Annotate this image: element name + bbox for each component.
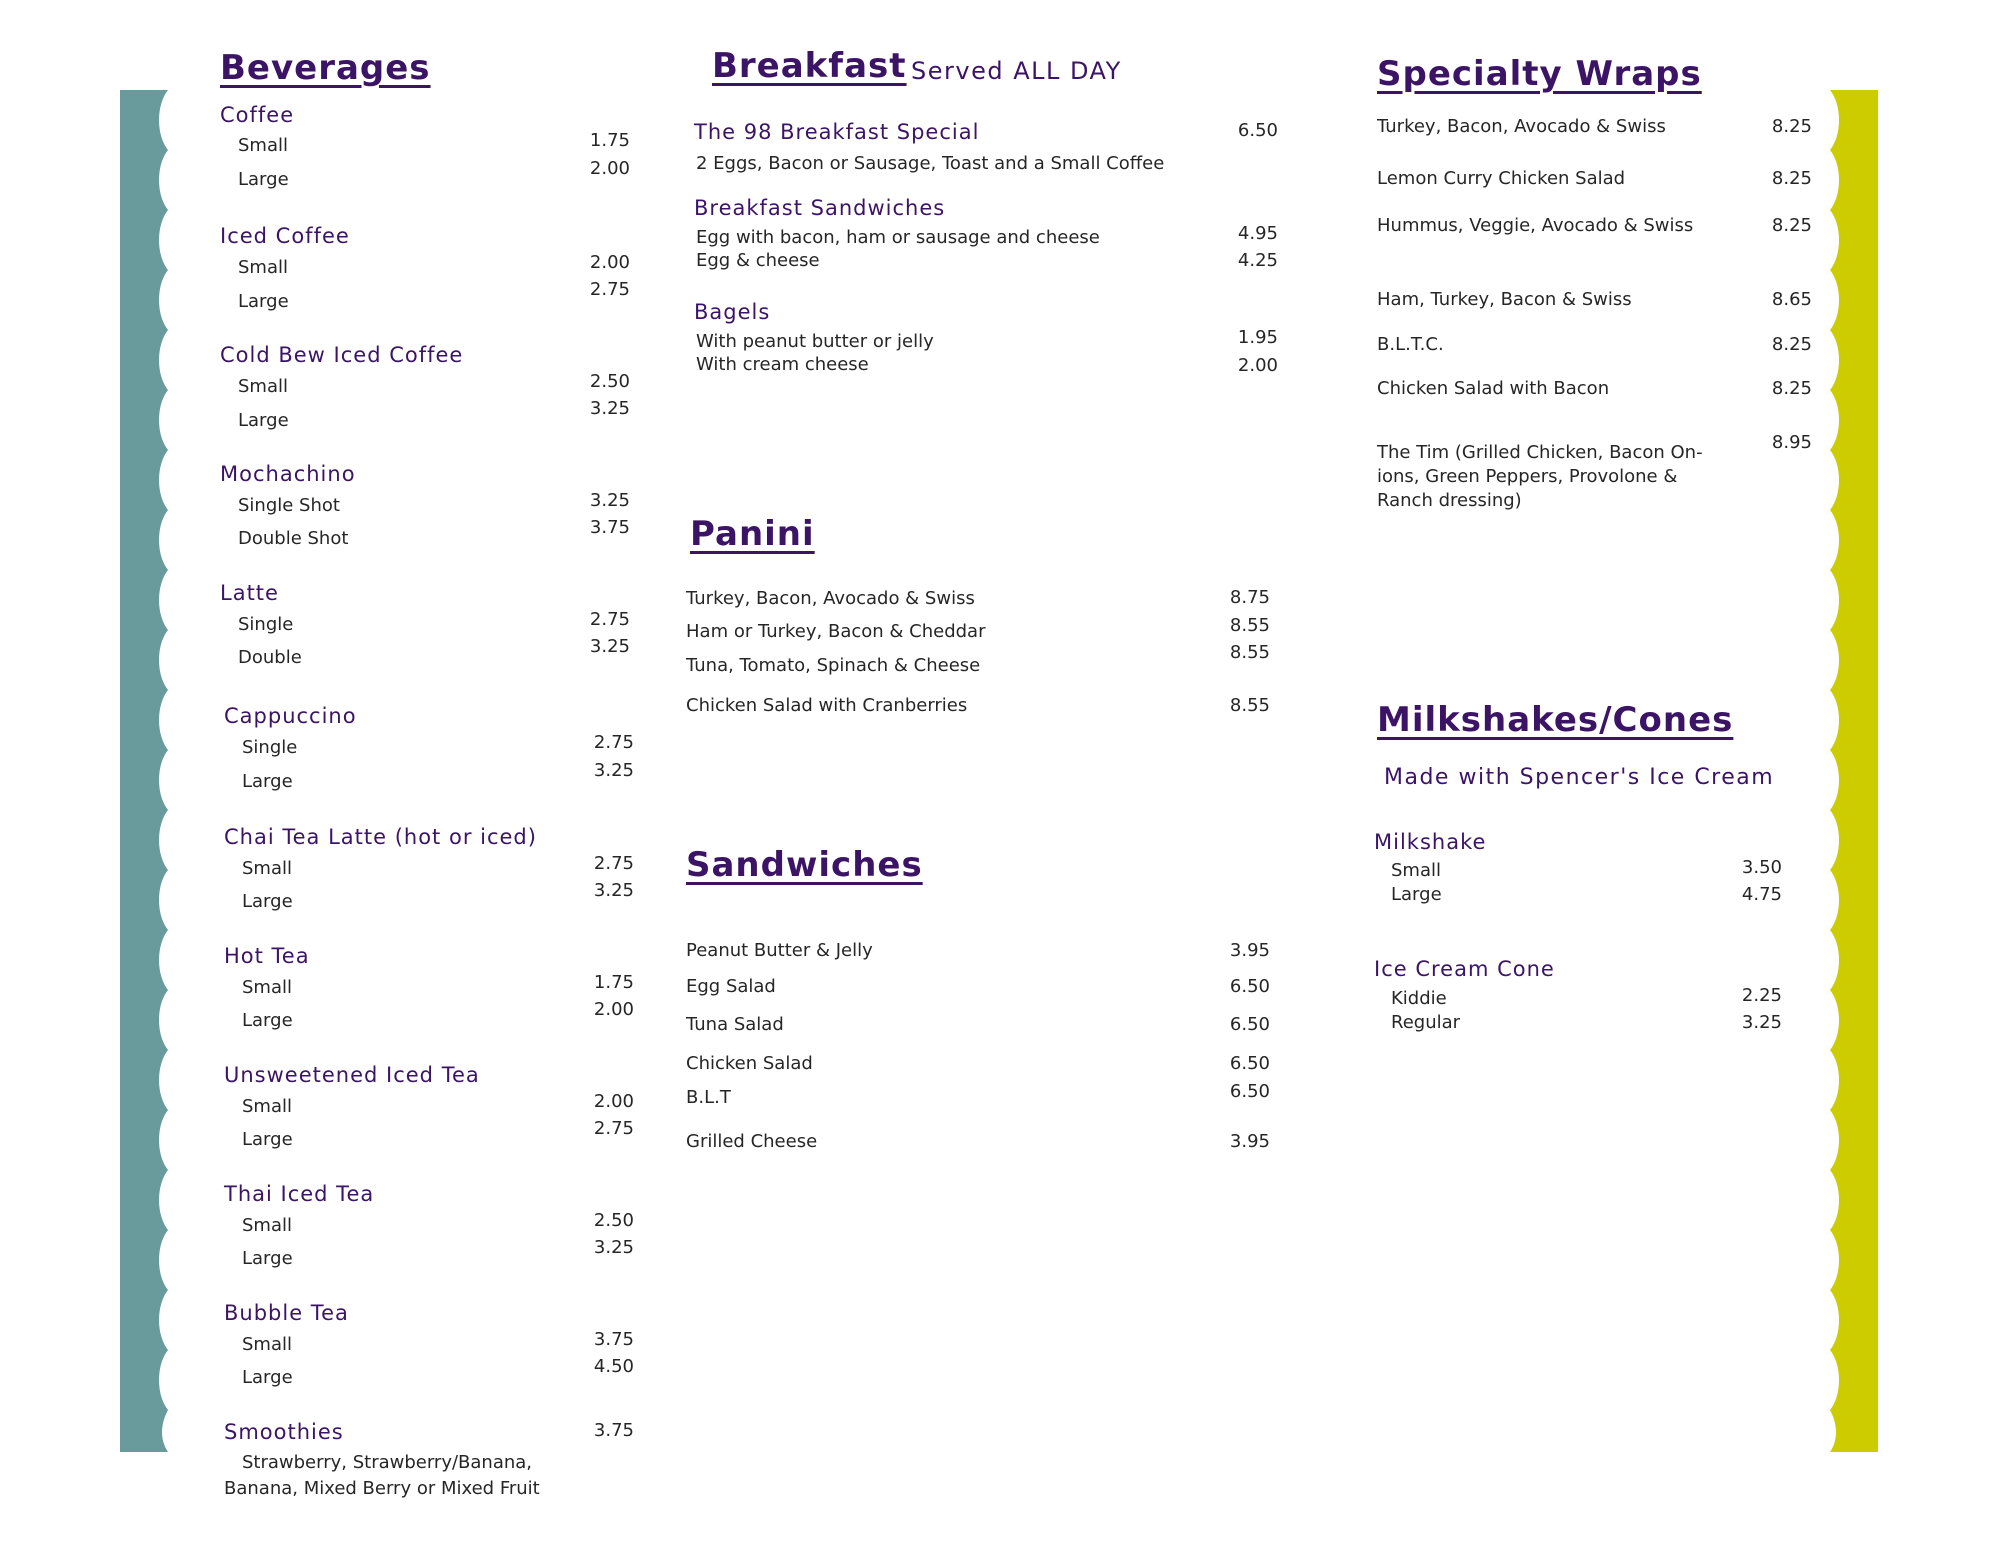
item-price: 2.00 <box>593 999 634 1020</box>
item-label: Chicken Salad <box>686 1053 813 1074</box>
item-price: 2.75 <box>593 1118 634 1139</box>
category-name: Smoothies <box>224 1420 344 1444</box>
left-stripe-shape <box>120 90 168 1452</box>
item-label: Small <box>242 1215 292 1236</box>
milkshakes-heading: Milkshakes/Cones <box>1377 700 1734 740</box>
item-price: 3.75 <box>593 1420 634 1441</box>
item-price: 6.50 <box>1229 976 1270 997</box>
item-price: 2.75 <box>593 732 634 753</box>
special-description: 2 Eggs, Bacon or Sausage, Toast and a Small Coffee <box>696 153 1165 174</box>
item-label: With cream cheese <box>696 354 869 375</box>
item-label: Lemon Curry Chicken Salad <box>1377 168 1626 189</box>
item-label: With peanut butter or jelly <box>696 331 934 352</box>
item-label: Large <box>242 1367 293 1388</box>
item-label: Double <box>238 647 302 668</box>
category-name: Unsweetened Iced Tea <box>224 1063 480 1087</box>
smoothie-flavors-line-2: Banana, Mixed Berry or Mixed Fruit <box>224 1478 540 1499</box>
item-price: 3.25 <box>593 760 634 781</box>
item-price: 2.00 <box>1237 355 1278 376</box>
item-price: 2.75 <box>589 279 630 300</box>
item-label: Tuna Salad <box>686 1014 784 1035</box>
item-label: Small <box>242 858 292 879</box>
sandwiches-heading: Sandwiches <box>686 845 923 885</box>
category-name: Cappuccino <box>224 704 357 728</box>
item-label: Kiddie <box>1391 988 1447 1009</box>
item-price: 4.95 <box>1237 223 1278 244</box>
special-price: 6.50 <box>1237 120 1278 141</box>
item-price: 2.00 <box>589 158 630 179</box>
item-label: Large <box>242 891 293 912</box>
item-label: Grilled Cheese <box>686 1131 818 1152</box>
category-name: Hot Tea <box>224 944 310 968</box>
item-price: 8.95 <box>1771 432 1812 453</box>
item-label: Single <box>242 737 298 758</box>
item-price: 1.75 <box>593 972 634 993</box>
item-label: Large <box>242 1248 293 1269</box>
item-price: 8.55 <box>1229 642 1270 663</box>
item-price: 3.25 <box>589 636 630 657</box>
item-price: 3.25 <box>589 490 630 511</box>
item-label: Chicken Salad with Bacon <box>1377 378 1610 399</box>
item-price: 4.75 <box>1741 884 1782 905</box>
item-price: 3.25 <box>589 398 630 419</box>
item-label: Small <box>242 1334 292 1355</box>
item-price: 8.25 <box>1771 334 1812 355</box>
beverages-heading: Beverages <box>220 48 431 88</box>
item-label: Small <box>238 135 288 156</box>
item-price: 2.75 <box>593 853 634 874</box>
item-label: Large <box>238 410 289 431</box>
item-price: 3.75 <box>593 1329 634 1350</box>
item-label: Peanut Butter & Jelly <box>686 940 873 961</box>
item-price: 8.25 <box>1771 116 1812 137</box>
item-price: 1.95 <box>1237 327 1278 348</box>
special-name: The 98 Breakfast Special <box>694 120 980 144</box>
item-label: Egg Salad <box>686 976 776 997</box>
item-label: B.L.T.C. <box>1377 334 1444 355</box>
item-label: Egg & cheese <box>696 250 820 271</box>
category-name: Mochachino <box>220 462 356 486</box>
item-label: Hummus, Veggie, Avocado & Swiss <box>1377 215 1694 236</box>
item-price: 8.25 <box>1771 168 1812 189</box>
category-name: Chai Tea Latte (hot or iced) <box>224 825 537 849</box>
item-label: Ham or Turkey, Bacon & Cheddar <box>686 621 986 642</box>
item-price: 2.00 <box>589 252 630 273</box>
category-name: Ice Cream Cone <box>1374 957 1555 981</box>
item-price: 2.50 <box>593 1210 634 1231</box>
item-label: Tuna, Tomato, Spinach & Cheese <box>686 655 981 676</box>
panini-heading: Panini <box>690 514 815 554</box>
item-price: 3.25 <box>593 880 634 901</box>
smoothie-flavors-line-1: Strawberry, Strawberry/Banana, <box>242 1452 533 1473</box>
item-price: 8.25 <box>1771 215 1812 236</box>
item-price: 8.75 <box>1229 587 1270 608</box>
item-price: 3.75 <box>589 517 630 538</box>
item-price: 2.00 <box>593 1091 634 1112</box>
category-name: Milkshake <box>1374 830 1487 854</box>
item-label: Large <box>238 169 289 190</box>
item-price: 8.65 <box>1771 289 1812 310</box>
category-name: Thai Iced Tea <box>224 1182 375 1206</box>
category-name: Bagels <box>694 300 771 324</box>
item-price: 8.55 <box>1229 695 1270 716</box>
right-wavy-stripe <box>1830 90 1878 1452</box>
breakfast-subtitle: Served ALL DAY <box>911 57 1122 85</box>
category-name: Breakfast Sandwiches <box>694 196 946 220</box>
item-price: 2.75 <box>589 609 630 630</box>
item-price: 2.50 <box>589 371 630 392</box>
item-label: Egg with bacon, ham or sausage and cheese <box>696 227 1100 248</box>
item-label: Turkey, Bacon, Avocado & Swiss <box>1377 116 1666 137</box>
item-label: Small <box>242 977 292 998</box>
item-price: 3.95 <box>1229 1131 1270 1152</box>
category-name: Cold Bew Iced Coffee <box>220 343 464 367</box>
item-label: Large <box>238 291 289 312</box>
item-label: Turkey, Bacon, Avocado & Swiss <box>686 588 975 609</box>
category-name: Latte <box>220 581 279 605</box>
item-label: Small <box>238 376 288 397</box>
category-name: Bubble Tea <box>224 1301 349 1325</box>
item-label: Single <box>238 614 294 635</box>
item-label: Double Shot <box>238 528 349 549</box>
item-label: The Tim (Grilled Chicken, Bacon On-ions, Green Peppers, Provolone & Ranch dressing) <box>1377 442 1703 511</box>
item-price: 3.25 <box>1741 1012 1782 1033</box>
milkshakes-subtitle: Made with Spencer's Ice Cream <box>1384 765 1775 790</box>
right-stripe-shape <box>1830 90 1878 1452</box>
item-label: Large <box>1391 884 1442 905</box>
item-price: 4.50 <box>593 1356 634 1377</box>
item-price: 8.55 <box>1229 615 1270 636</box>
item-label: Chicken Salad with Cranberries <box>686 695 968 716</box>
item-price: 8.25 <box>1771 378 1812 399</box>
item-label: Small <box>238 257 288 278</box>
item-price: 3.95 <box>1229 940 1270 961</box>
item-price: 6.50 <box>1229 1081 1270 1102</box>
item-label: Large <box>242 1010 293 1031</box>
item-price: 6.50 <box>1229 1014 1270 1035</box>
item-label: Large <box>242 771 293 792</box>
item-price: 6.50 <box>1229 1053 1270 1074</box>
item-price: 1.75 <box>589 130 630 151</box>
item-label: Large <box>242 1129 293 1150</box>
item-label: Small <box>242 1096 292 1117</box>
left-wavy-stripe <box>120 90 168 1452</box>
category-name: Iced Coffee <box>220 224 350 248</box>
item-label: Small <box>1391 860 1441 881</box>
item-price: 3.50 <box>1741 857 1782 878</box>
item-price: 4.25 <box>1237 250 1278 271</box>
item-label: Ham, Turkey, Bacon & Swiss <box>1377 289 1632 310</box>
item-label: B.L.T <box>686 1087 731 1108</box>
item-label: Regular <box>1391 1012 1461 1033</box>
breakfast-heading: Breakfast <box>712 46 907 86</box>
item-price: 2.25 <box>1741 985 1782 1006</box>
category-name: Coffee <box>220 103 295 127</box>
item-label: Single Shot <box>238 495 340 516</box>
specialty-wraps-heading: Specialty Wraps <box>1377 54 1702 94</box>
item-price: 3.25 <box>593 1237 634 1258</box>
